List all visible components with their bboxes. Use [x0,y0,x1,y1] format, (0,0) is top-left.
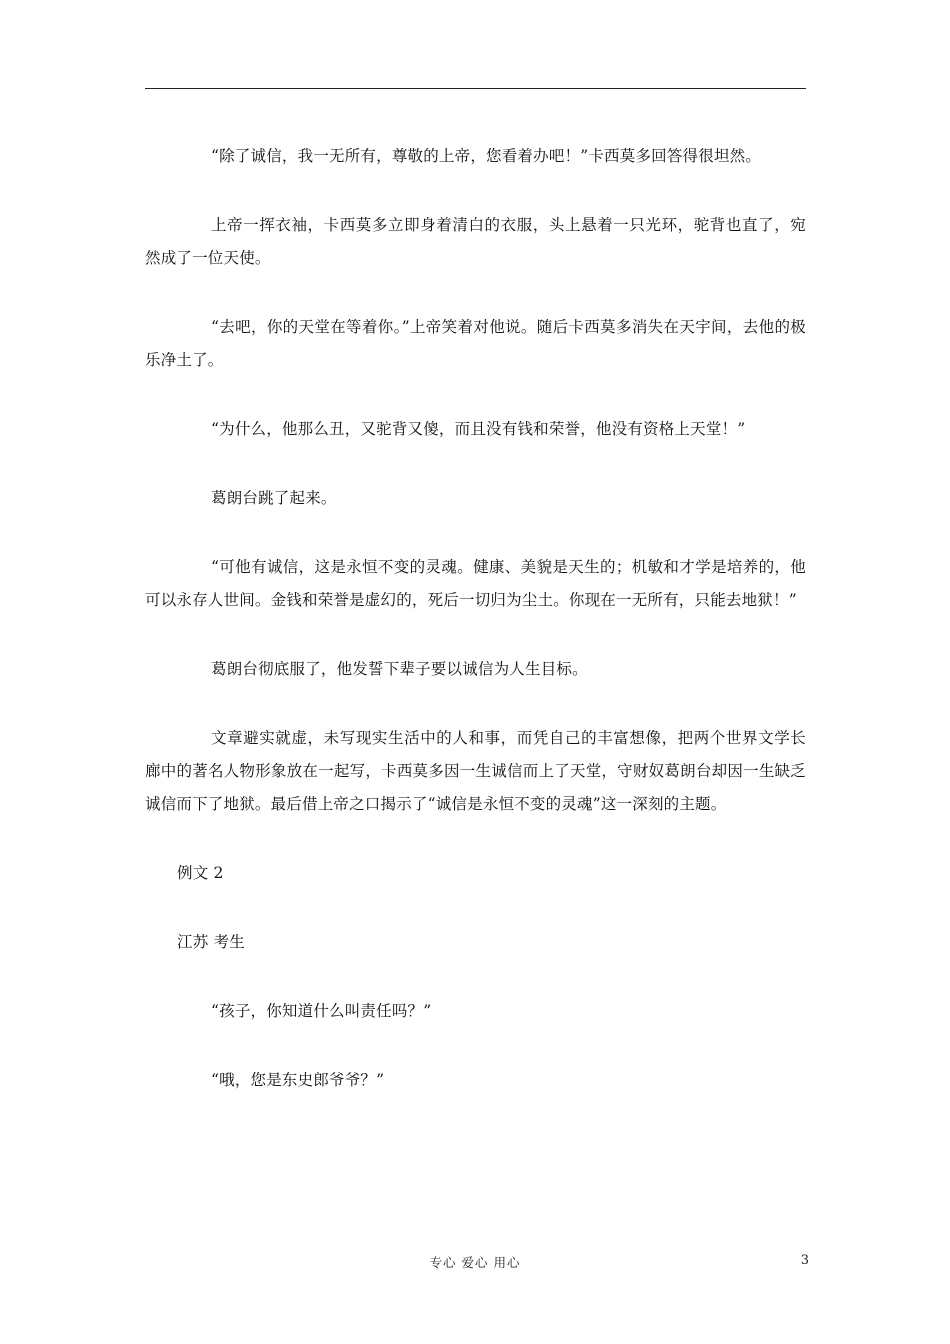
paragraph: 葛朗台彻底服了，他发誓下辈子要以诚信为人生目标。 [211,660,588,678]
paragraph: “可他有诚信，这是永恒不变的灵魂。健康、美貌是天生的；机敏和才学是培养的，他可以永存人世间。金钱和荣誉是虚幻的，死后一切归为尘土。你现在一无所有，只能去地狱！” [145,558,806,609]
document-body [145,140,806,1097]
paragraph: “除了诚信，我一无所有，尊敬的上帝，您看着办吧！”卡西莫多回答得很坦然。 [211,147,762,165]
paragraph: 葛朗台跳了起来。 [211,489,337,507]
paragraph: 文章避实就虚，未写现实生活中的人和事，而凭自己的丰富想像，把两个世界文学长廊中的著名人物形象放在一起写，卡西莫多因一生诚信而上了天堂，守财奴葛朗台却因一生缺乏诚信而下了地狱。最后借上帝之口揭示了“诚信是永恒不变的灵魂”这一深刻的主题。 [145,729,806,813]
paragraph: 上帝一挥衣袖，卡西莫多立即身着清白的衣服，头上悬着一只光环，驼背也直了，宛然成了一位天使。 [145,216,806,267]
section-heading: 例文 2 [177,864,224,882]
paragraph: “为什么，他那么丑，又驼背又傻，而且没有钱和荣誉，他没有资格上天堂！” [211,420,746,438]
paragraph: “哦，您是东史郎爷爷？” [211,1071,385,1089]
paragraph: “去吧，你的天堂在等着你。”上帝笑着对他说。随后卡西莫多消失在天宇间，去他的极乐净土了。 [145,318,806,369]
header-rule [145,88,806,89]
footer-motto: 专心 爱心 用心 [429,1255,521,1270]
page-number: 3 [800,1253,809,1268]
author-line: 江苏 考生 [177,933,245,951]
paragraph: “孩子，你知道什么叫责任吗？” [211,1002,432,1020]
